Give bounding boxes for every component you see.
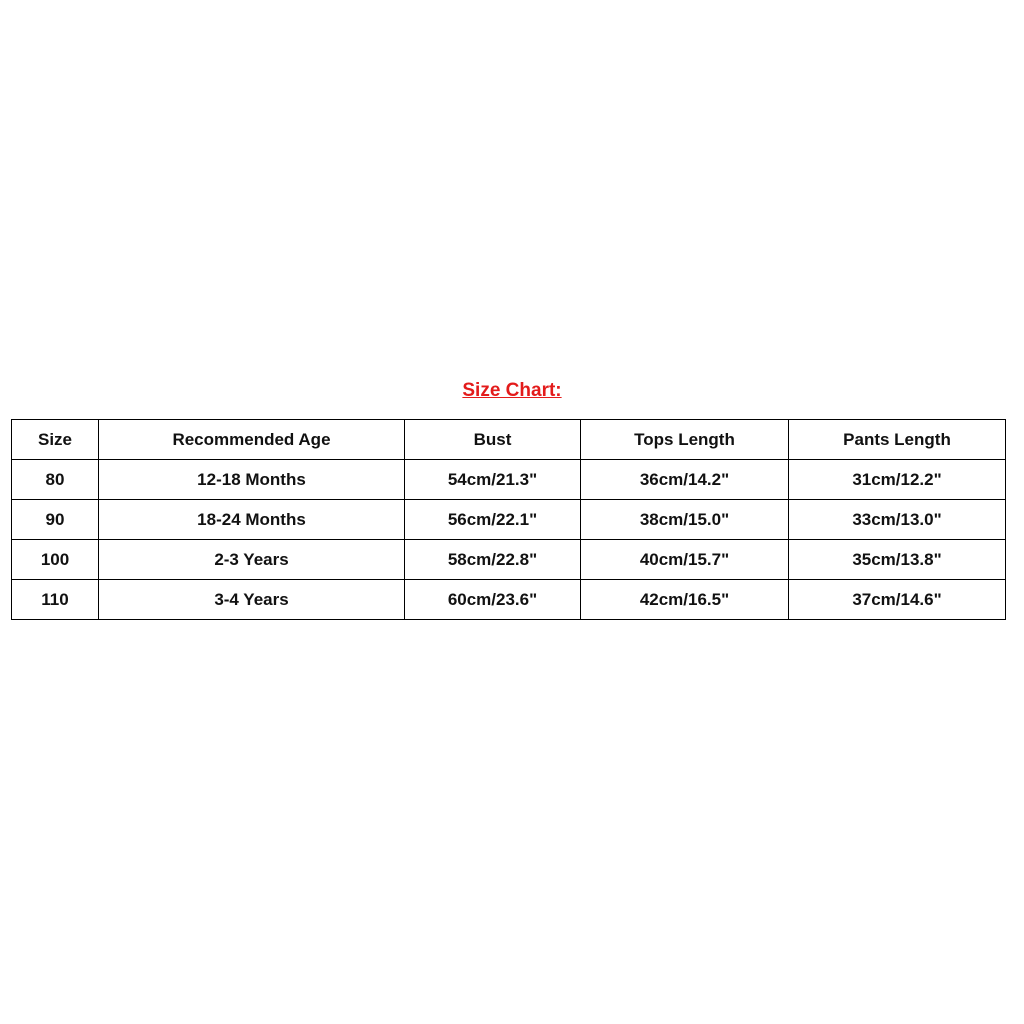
cell-pants-length: 31cm/12.2"	[789, 460, 1006, 500]
table-row	[12, 460, 1006, 500]
cell-bust: 60cm/23.6"	[405, 580, 581, 620]
cell-recommended-age: 18-24 Months	[99, 500, 405, 540]
header-bust: Bust	[405, 420, 581, 460]
cell-recommended-age: 3-4 Years	[99, 580, 405, 620]
table-row	[12, 500, 1006, 540]
cell-recommended-age: 2-3 Years	[99, 540, 405, 580]
table-row	[12, 540, 1006, 580]
cell-pants-length: 37cm/14.6"	[789, 580, 1006, 620]
cell-tops-length: 38cm/15.0"	[581, 500, 789, 540]
cell-size: 100	[12, 540, 99, 580]
cell-pants-length: 35cm/13.8"	[789, 540, 1006, 580]
cell-tops-length: 42cm/16.5"	[581, 580, 789, 620]
cell-recommended-age: 12-18 Months	[99, 460, 405, 500]
cell-size: 90	[12, 500, 99, 540]
cell-bust: 58cm/22.8"	[405, 540, 581, 580]
header-size: Size	[12, 420, 99, 460]
cell-size: 110	[12, 580, 99, 620]
header-tops-length: Tops Length	[581, 420, 789, 460]
size-table	[11, 419, 1006, 620]
cell-tops-length: 36cm/14.2"	[581, 460, 789, 500]
header-recommended-age: Recommended Age	[99, 420, 405, 460]
table-row	[12, 580, 1006, 620]
size-chart-title: Size Chart:	[462, 380, 562, 401]
cell-bust: 54cm/21.3"	[405, 460, 581, 500]
cell-size: 80	[12, 460, 99, 500]
cell-tops-length: 40cm/15.7"	[581, 540, 789, 580]
cell-pants-length: 33cm/13.0"	[789, 500, 1006, 540]
table-header-row	[12, 420, 1006, 460]
header-pants-length: Pants Length	[789, 420, 1006, 460]
cell-bust: 56cm/22.1"	[405, 500, 581, 540]
